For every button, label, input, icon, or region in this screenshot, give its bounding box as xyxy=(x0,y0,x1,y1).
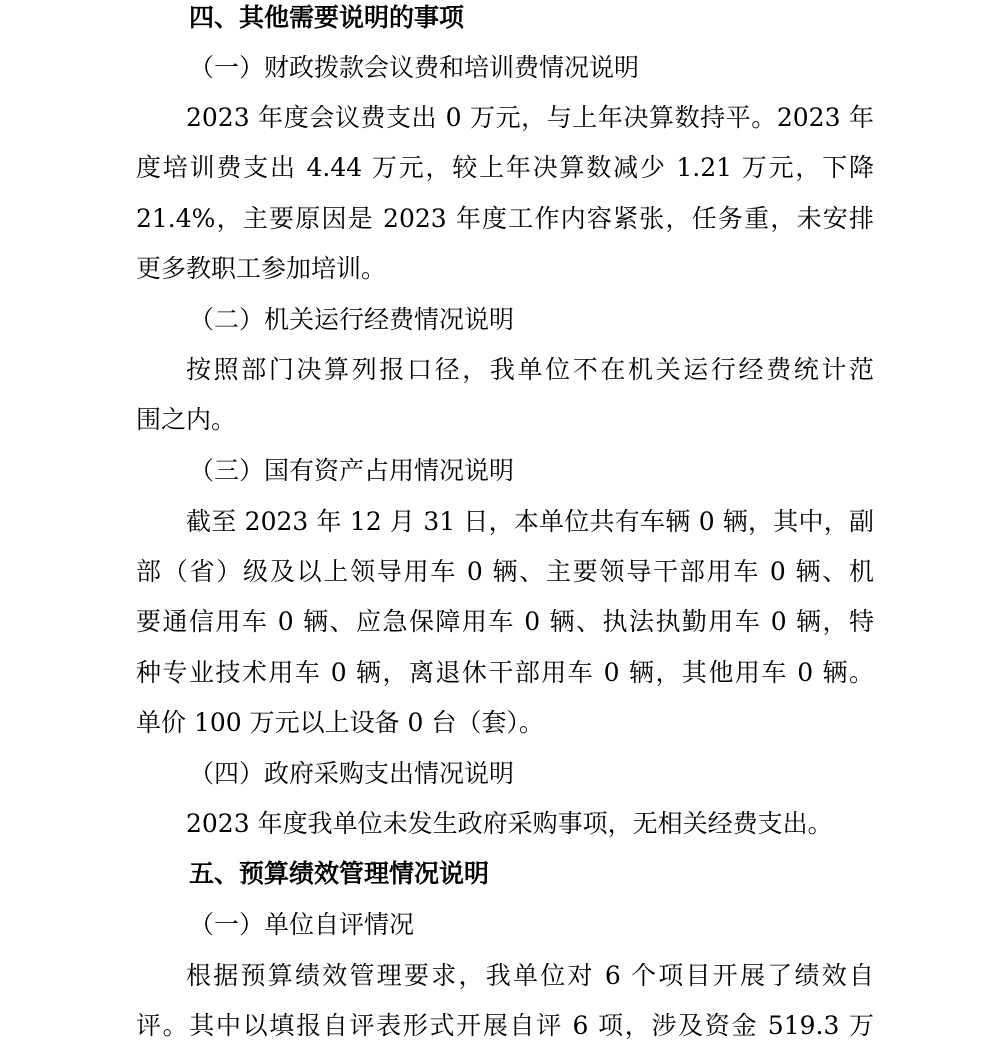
paragraph-line: 种专业技术用车 0 辆，离退休干部用车 0 辆，其他用车 0 辆。 xyxy=(136,658,874,687)
paragraph-line: 2023 年度会议费支出 0 万元，与上年决算数持平。2023 年 xyxy=(186,103,874,132)
paragraph-line: 要通信用车 0 辆、应急保障用车 0 辆、执法执勤用车 0 辆，特 xyxy=(136,607,874,636)
paragraph-line: 评。其中以填报自评表形式开展自评 6 项，涉及资金 519.3 万 xyxy=(136,1011,874,1040)
paragraph-line: 度培训费支出 4.44 万元，较上年决算数减少 1.21 万元，下降 xyxy=(136,153,874,182)
subsection-4-heading: （四）政府采购支出情况说明 xyxy=(189,759,515,788)
paragraph-line: 2023 年度我单位未发生政府采购事项，无相关经费支出。 xyxy=(186,809,833,838)
paragraph-line: 21.4%，主要原因是 2023 年度工作内容紧张，任务重，未安排 xyxy=(136,204,874,233)
paragraph-line: 部（省）级及以上领导用车 0 辆、主要领导干部用车 0 辆、机 xyxy=(136,557,874,586)
paragraph-line: 更多教职工参加培训。 xyxy=(136,254,387,283)
subsection-1-heading: （一）单位自评情况 xyxy=(189,910,415,939)
subsection-3-heading: （三）国有资产占用情况说明 xyxy=(189,456,515,485)
paragraph-line: 围之内。 xyxy=(136,405,237,434)
paragraph-line: 根据预算绩效管理要求，我单位对 6 个项目开展了绩效自 xyxy=(186,961,874,990)
subsection-2-heading: （二）机关运行经费情况说明 xyxy=(189,305,515,334)
subsection-1-heading: （一）财政拨款会议费和培训费情况说明 xyxy=(189,53,640,82)
paragraph-line: 单价 100 万元以上设备 0 台（套）。 xyxy=(136,708,544,737)
paragraph-line: 截至 2023 年 12 月 31 日，本单位共有车辆 0 辆，其中，副 xyxy=(186,507,874,536)
paragraph-line: 按照部门决算列报口径，我单位不在机关运行经费统计范 xyxy=(186,355,874,384)
section-5-heading: 五、预算绩效管理情况说明 xyxy=(189,859,490,888)
section-4-heading: 四、其他需要说明的事项 xyxy=(189,3,465,32)
